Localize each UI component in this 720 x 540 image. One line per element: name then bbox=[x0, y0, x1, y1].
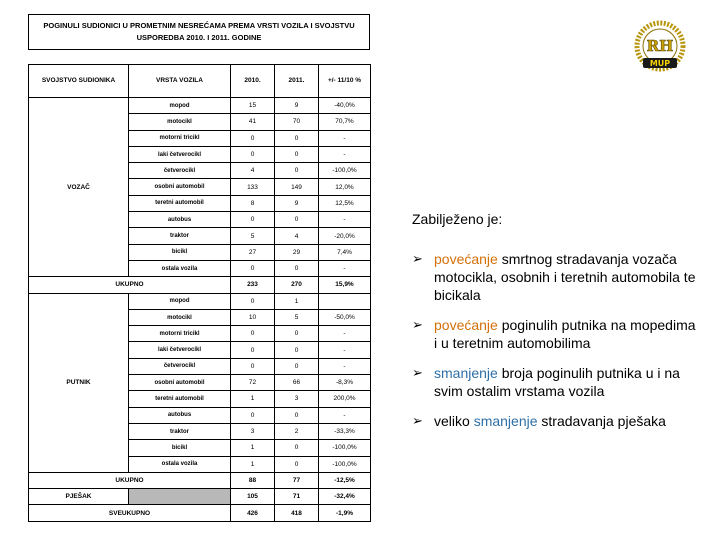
arrow-bullet-icon: ➢ bbox=[412, 413, 423, 428]
change-cell: -33,3% bbox=[319, 423, 371, 439]
change-cell: 70,7% bbox=[319, 114, 371, 130]
value-2010-cell: 1 bbox=[231, 391, 275, 407]
value-2011-cell: 149 bbox=[275, 179, 319, 195]
pjesak-value-cell: 105 bbox=[231, 489, 275, 505]
value-2010-cell: 27 bbox=[231, 244, 275, 260]
value-2011-cell: 0 bbox=[275, 326, 319, 342]
value-2010-cell: 1 bbox=[231, 440, 275, 456]
arrow-bullet-icon: ➢ bbox=[412, 251, 423, 266]
value-2010-cell: 8 bbox=[231, 195, 275, 211]
change-cell: 200,0% bbox=[319, 391, 371, 407]
vehicle-cell: motorni tricikl bbox=[129, 130, 231, 146]
value-2011-cell: 0 bbox=[275, 212, 319, 228]
vehicle-cell: četverocikl bbox=[129, 358, 231, 374]
role-cell-vozac: VOZAČ bbox=[29, 98, 129, 277]
pjesak-value-cell: 71 bbox=[275, 489, 319, 505]
value-2011-cell: 0 bbox=[275, 163, 319, 179]
value-2011-cell: 5 bbox=[275, 309, 319, 325]
note-bullet bbox=[412, 250, 702, 304]
change-cell: - bbox=[319, 212, 371, 228]
fatalities-table bbox=[28, 64, 371, 522]
vehicle-cell: bicikl bbox=[129, 244, 231, 260]
value-2010-cell: 72 bbox=[231, 375, 275, 391]
vehicle-cell: motocikl bbox=[129, 309, 231, 325]
vehicle-cell: osobni automobil bbox=[129, 179, 231, 195]
notes-bullet-list bbox=[412, 250, 702, 430]
value-2010-cell: 4 bbox=[231, 163, 275, 179]
value-2010-cell: 0 bbox=[231, 130, 275, 146]
header-role: SVOJSTVO SUDIONIKA bbox=[29, 65, 129, 98]
total-value-cell: 233 bbox=[231, 277, 275, 293]
header-2010: 2010. bbox=[231, 65, 275, 98]
change-cell: -100,0% bbox=[319, 440, 371, 456]
notes-heading: Zabilježeno je: bbox=[412, 211, 503, 227]
note-text bbox=[434, 412, 702, 430]
vehicle-cell: ostala vozila bbox=[129, 456, 231, 472]
table-row bbox=[29, 293, 371, 309]
vehicle-cell: autobus bbox=[129, 212, 231, 228]
value-2011-cell: 9 bbox=[275, 195, 319, 211]
vehicle-cell: teretni automobil bbox=[129, 195, 231, 211]
value-2010-cell: 41 bbox=[231, 114, 275, 130]
vehicle-cell: bicikl bbox=[129, 440, 231, 456]
table-row-total-vozac bbox=[29, 277, 371, 293]
table-row-total-putnik bbox=[29, 472, 371, 488]
table-header-row bbox=[29, 65, 371, 98]
change-cell: - bbox=[319, 130, 371, 146]
note-text bbox=[434, 250, 702, 304]
value-2010-cell: 5 bbox=[231, 228, 275, 244]
vehicle-cell: motorni tricikl bbox=[129, 326, 231, 342]
note-prefix: veliko bbox=[434, 413, 474, 429]
total-label-cell: UKUPNO bbox=[29, 277, 231, 293]
value-2011-cell: 0 bbox=[275, 146, 319, 162]
note-keyword: smanjenje bbox=[434, 365, 498, 381]
value-2010-cell: 0 bbox=[231, 212, 275, 228]
value-2011-cell: 3 bbox=[275, 391, 319, 407]
change-cell: - bbox=[319, 342, 371, 358]
vehicle-cell: traktor bbox=[129, 423, 231, 439]
value-2010-cell: 0 bbox=[231, 260, 275, 276]
value-2011-cell: 0 bbox=[275, 260, 319, 276]
role-cell-putnik: PUTNIK bbox=[29, 293, 129, 472]
change-cell: 7,4% bbox=[319, 244, 371, 260]
vehicle-cell: motocikl bbox=[129, 114, 231, 130]
change-cell: -8,3% bbox=[319, 375, 371, 391]
pjesak-value-cell: -32,4% bbox=[319, 489, 371, 505]
note-rest: smrtnog stradavanja vozača motocikla, osobnih i teretnih automobila te bicikala bbox=[434, 251, 696, 303]
arrow-bullet-icon: ➢ bbox=[412, 317, 423, 332]
value-2011-cell: 0 bbox=[275, 440, 319, 456]
logo-letters: RH bbox=[646, 37, 674, 55]
sveukupno-value-cell: 418 bbox=[275, 505, 319, 521]
total-value-cell: 88 bbox=[231, 472, 275, 488]
note-keyword: povećanje bbox=[434, 251, 498, 267]
vehicle-cell: autobus bbox=[129, 407, 231, 423]
table-title-line2: USPOREDBA 2010. I 2011. GODINE bbox=[136, 33, 262, 42]
value-2010-cell: 0 bbox=[231, 358, 275, 374]
vehicle-cell: laki četverocikl bbox=[129, 342, 231, 358]
total-value-cell: -12,5% bbox=[319, 472, 371, 488]
value-2010-cell: 0 bbox=[231, 326, 275, 342]
value-2011-cell: 9 bbox=[275, 98, 319, 114]
note-text bbox=[434, 364, 702, 400]
total-value-cell: 270 bbox=[275, 277, 319, 293]
vehicle-cell: traktor bbox=[129, 228, 231, 244]
note-bullet bbox=[412, 412, 702, 430]
vehicle-cell: mopod bbox=[129, 293, 231, 309]
vehicle-cell: laki četverocikl bbox=[129, 146, 231, 162]
logo-banner-text: MUP bbox=[649, 59, 671, 68]
note-rest: broja poginulih putnika u i na svim ostalim vrstama vozila bbox=[434, 365, 680, 399]
arrow-bullet-icon: ➢ bbox=[412, 365, 423, 380]
value-2011-cell: 1 bbox=[275, 293, 319, 309]
table-title bbox=[28, 14, 370, 50]
header-vehicle: VRSTA VOZILA bbox=[129, 65, 231, 98]
change-cell: - bbox=[319, 326, 371, 342]
note-bullet bbox=[412, 364, 702, 400]
header-2011: 2011. bbox=[275, 65, 319, 98]
value-2011-cell: 70 bbox=[275, 114, 319, 130]
change-cell: -50,0% bbox=[319, 309, 371, 325]
change-cell: 12,0% bbox=[319, 179, 371, 195]
note-rest: stradavanja pješaka bbox=[537, 413, 666, 429]
pjesak-label-cell: PJEŠAK bbox=[29, 489, 129, 505]
change-cell: - bbox=[319, 146, 371, 162]
change-cell: - bbox=[319, 407, 371, 423]
vehicle-cell: ostala vozila bbox=[129, 260, 231, 276]
change-cell bbox=[319, 293, 371, 309]
value-2011-cell: 4 bbox=[275, 228, 319, 244]
value-2011-cell: 0 bbox=[275, 407, 319, 423]
change-cell: -100,0% bbox=[319, 456, 371, 472]
value-2010-cell: 0 bbox=[231, 342, 275, 358]
vehicle-cell: mopod bbox=[129, 98, 231, 114]
notes-panel bbox=[412, 210, 702, 442]
mup-logo bbox=[630, 20, 690, 76]
change-cell: - bbox=[319, 260, 371, 276]
value-2010-cell: 10 bbox=[231, 309, 275, 325]
note-text bbox=[434, 316, 702, 352]
total-value-cell: 15,9% bbox=[319, 277, 371, 293]
value-2011-cell: 66 bbox=[275, 375, 319, 391]
total-label-cell: UKUPNO bbox=[29, 472, 231, 488]
value-2010-cell: 133 bbox=[231, 179, 275, 195]
value-2010-cell: 15 bbox=[231, 98, 275, 114]
change-cell: -40,0% bbox=[319, 98, 371, 114]
value-2011-cell: 0 bbox=[275, 456, 319, 472]
note-rest: poginulih putnika na mopedima i u teretnim automobilima bbox=[434, 317, 696, 351]
sveukupno-label-cell: SVEUKUPNO bbox=[29, 505, 231, 521]
vehicle-cell: osobni automobil bbox=[129, 375, 231, 391]
value-2011-cell: 29 bbox=[275, 244, 319, 260]
change-cell: -100,0% bbox=[319, 163, 371, 179]
note-keyword: povećanje bbox=[434, 317, 498, 333]
value-2010-cell: 0 bbox=[231, 407, 275, 423]
value-2011-cell: 0 bbox=[275, 342, 319, 358]
vehicle-cell: teretni automobil bbox=[129, 391, 231, 407]
note-keyword: smanjenje bbox=[473, 413, 538, 429]
change-cell: -20,0% bbox=[319, 228, 371, 244]
table-row-pjesak bbox=[29, 489, 371, 505]
total-value-cell: 77 bbox=[275, 472, 319, 488]
header-change: +/- 11/10 % bbox=[319, 65, 371, 98]
value-2010-cell: 0 bbox=[231, 146, 275, 162]
value-2011-cell: 0 bbox=[275, 130, 319, 146]
sveukupno-value-cell: -1,9% bbox=[319, 505, 371, 521]
vehicle-cell: četverocikl bbox=[129, 163, 231, 179]
note-bullet bbox=[412, 316, 702, 352]
value-2011-cell: 0 bbox=[275, 358, 319, 374]
value-2010-cell: 0 bbox=[231, 293, 275, 309]
table-row-sveukupno bbox=[29, 505, 371, 521]
value-2010-cell: 1 bbox=[231, 456, 275, 472]
pjesak-grey-cell bbox=[129, 489, 231, 505]
change-cell: - bbox=[319, 358, 371, 374]
value-2011-cell: 2 bbox=[275, 423, 319, 439]
table-title-line1: POGINULI SUDIONICI U PROMETNIM NESREĆAMA PREMA VRSTI VOZILA I SVOJSTVU bbox=[43, 21, 355, 30]
change-cell: 12,5% bbox=[319, 195, 371, 211]
value-2010-cell: 3 bbox=[231, 423, 275, 439]
sveukupno-value-cell: 426 bbox=[231, 505, 275, 521]
table-row bbox=[29, 98, 371, 114]
